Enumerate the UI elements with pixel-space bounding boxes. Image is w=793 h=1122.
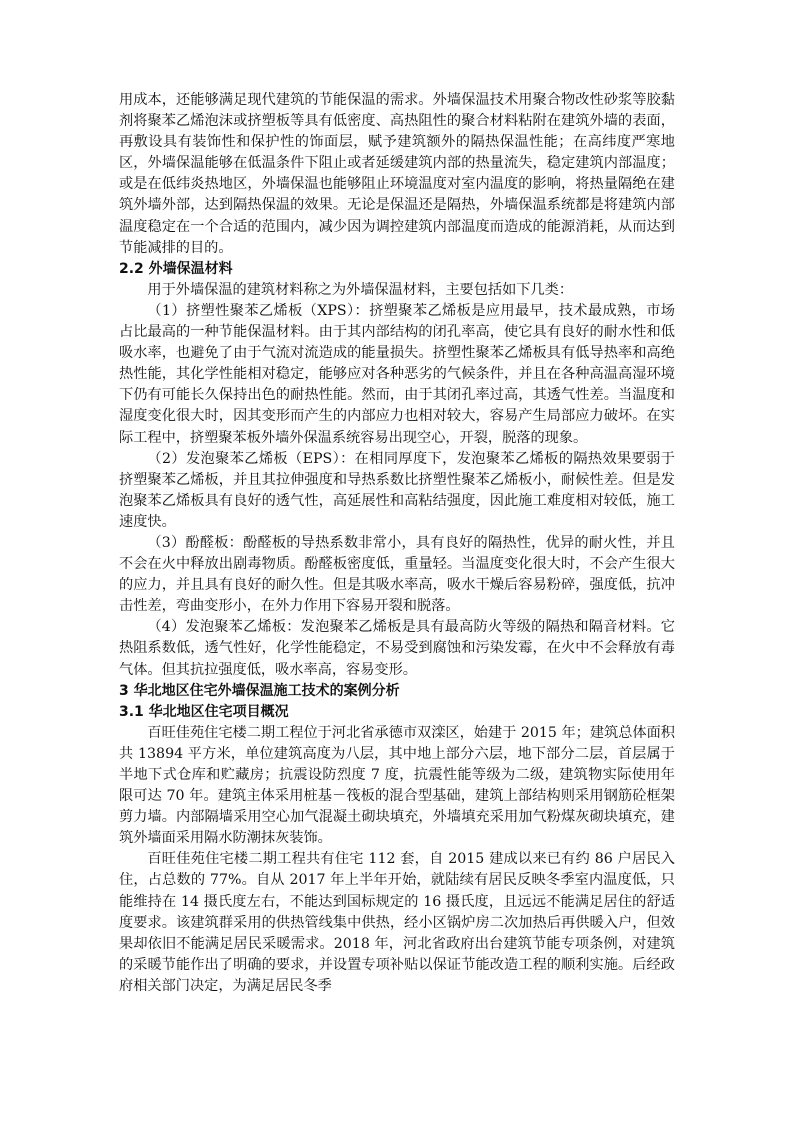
paragraph-eps: （2）发泡聚苯乙烯板（EPS）：在相同厚度下，发泡聚苯乙烯板的隔热效果要弱于挤塑聚苯乙烯板，并且其拉伸强度和导热系数比挤塑性聚苯乙烯板小，耐候性差。但是发泡聚苯乙烯板具有良好的透气性，高延展性和高粘结强度，因此施工难度相对较低，施工速度快。 (119, 450, 675, 530)
section-heading-2-2: 2.2 外墙保温材料 (119, 260, 233, 277)
paragraph-project-overview: 百旺佳苑住宅楼二期工程位于河北省承德市双滦区，始建于 2015 年；建筑总体面积共 13894 平方米，单位建筑高度为八层，其中地上部分六层，地下部分二层，首层属于半地下式仓库和贮藏房；抗震设防烈度 7 度，抗震性能等级为二级，建筑物实际使用年限可达 70 年。建筑主体采用桩基－筏板的混合型基础，建筑上部结构则采用钢筋砼框架剪力墙。内部隔墙采用空心加气混凝土砌块填充，外墙填充采用加气粉煤灰砌块填充，建筑外墙面采用隔水防潮抹灰装饰。 (119, 724, 675, 847)
paragraph-intro: 用成本，还能够满足现代建筑的节能保温的需求。外墙保温技术用聚合物改性砂浆等胶黏剂将聚苯乙烯泡沫或挤塑板等具有低密度、高热阻性的聚合材料粘附在建筑外墙的表面，再敷设具有装饰性和保护性的饰面层，赋予建筑额外的隔热保温性能；在高纬度严寒地区，外墙保温能够在低温条件下阻止或者延缓建筑内部的热量流失，稳定建筑内部温度；或是在低纬炎热地区，外墙保温也能够阻止环境温度对室内温度的影响，将热量隔绝在建筑外墙外部，达到隔热保温的效果。无论是保温还是隔热，外墙保温系统都是将建筑内部温度稳定在一个合适的范围内，减少因为调控建筑内部温度而造成的能源消耗，从而达到节能减排的目的。 (119, 92, 675, 256)
section-heading-3: 3 华北地区住宅外墙保温施工技术的案例分析 (119, 682, 400, 699)
paragraph-materials-intro: 用于外墙保温的建筑材料称之为外墙保温材料，主要包括如下几类： (147, 281, 574, 298)
paragraph-residents: 百旺佳苑住宅楼二期工程共有住宅 112 套，自 2015 建成以来已有约 86 户居民入住，占总数的 77%。自从 2017 年上半年开始，就陆续有居民反映冬季室内温度低，只能维持在 14 摄氏度左右，不能达到国标规定的 16 摄氏度，且远远不能满足居住的舒适度要求。该建筑群采用的供热管线集中供热，经小区锅炉房二次加热后再供暖入户，但效果却依旧不能满足居民采暖需求。2018 年，河北省政府出台建筑节能专项条例，对建筑的采暖节能作出了明确的要求，并设置专项补贴以保证节能改造工程的顺利实施。后经政府相关部门决定，为满足居民冬季 (119, 851, 675, 994)
paragraph-foam-board: （4）发泡聚苯乙烯板：发泡聚苯乙烯板是具有最高防火等级的隔热和隔音材料。它热阻系数低，透气性好，化学性能稳定，不易受到腐蚀和污染发霉，在火中不会释放有毒气体。但其抗拉强度低，吸水率高，容易变形。 (119, 619, 675, 678)
paragraph-xps: （1）挤塑性聚苯乙烯板（XPS）：挤塑聚苯乙烯板是应用最早，技术最成熟，市场占比最高的一种节能保温材料。由于其内部结构的闭孔率高，使它具有良好的耐水性和低吸水率，也避免了由于气流对流造成的能量损失。挤塑性聚苯乙烯板具有低导热率和高绝热性能，其化学性能相对稳定，能够应对各种恶劣的气候条件，并且在各种高温高湿环境下仍有可能长久保持出色的耐热性能。然而，由于其闭孔率过高，其透气性差。当温度和湿度变化很大时，因其变形而产生的内部应力也相对较大，容易产生局部应力破坏。在实际工程中，挤塑聚苯板外墙外保温系统容易出现空心，开裂，脱落的现象。 (119, 302, 675, 446)
section-heading-3-1: 3.1 华北地区住宅项目概况 (119, 703, 289, 720)
document-page (119, 90, 675, 997)
paragraph-phenolic: （3）酚醛板：酚醛板的导热系数非常小，具有良好的隔热性，优异的耐火性，并且不会在火中释放出剧毒物质。酚醛板密度低，重量轻。当温度变化很大时，不会产生很大的应力，并且具有良好的耐久性。但是其吸水率高，吸水干燥后容易粉碎，强度低，抗冲击性差，弯曲变形小，在外力作用下容易开裂和脱落。 (119, 534, 675, 615)
